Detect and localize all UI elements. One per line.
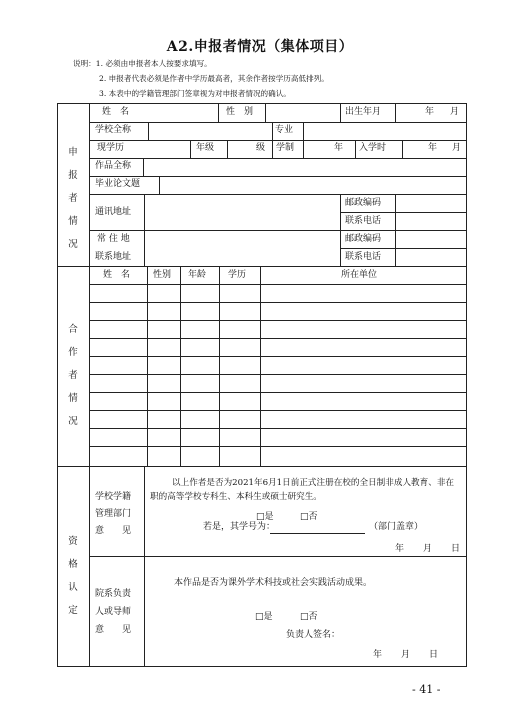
coauthor-header-age: 年龄 bbox=[188, 270, 207, 280]
dean-date-day: 日 bbox=[429, 650, 439, 660]
coauthor-header-gender: 性别 bbox=[153, 270, 172, 280]
note-1: 说明：1. 必须由申报者本人按要求填写。 bbox=[73, 59, 212, 68]
label-major: 专业 bbox=[275, 125, 294, 135]
dept-label-2: 管理部门 bbox=[95, 509, 132, 519]
dean-statement: 本作品是否为课外学术科技或社会实践活动成果。 bbox=[174, 578, 373, 588]
dean-date-year: 年 bbox=[373, 650, 383, 660]
label-name: 姓 名 bbox=[102, 107, 130, 117]
label-enroll-month: 月 bbox=[452, 143, 462, 153]
dept-label-3: 意 见 bbox=[95, 526, 132, 536]
label-duration: 学制 bbox=[276, 143, 295, 153]
label-enroll-year: 年 bbox=[428, 143, 438, 153]
label-gender: 性 别 bbox=[226, 107, 254, 117]
student-id-label: 若是，其学号为： bbox=[203, 522, 276, 532]
section-qualification-label: 资格认定 bbox=[68, 536, 78, 616]
dean-label-2: 人或导师 bbox=[95, 607, 132, 617]
dean-date-month: 月 bbox=[401, 650, 411, 660]
dept-yes-option[interactable]: □是 bbox=[256, 512, 274, 522]
label-phone-2: 联系电话 bbox=[345, 252, 382, 262]
signature-label: 负责人签名： bbox=[286, 630, 341, 640]
label-work: 作品全称 bbox=[95, 161, 132, 171]
note-2: 2. 申报者代表必须是作者中学历最高者，其余作者按学历高低排列。 bbox=[99, 74, 329, 83]
dept-date-day: 日 bbox=[451, 544, 461, 554]
label-duration-unit: 年 bbox=[334, 143, 344, 153]
dean-no-option[interactable]: □否 bbox=[300, 612, 318, 622]
dean-label-3: 意 见 bbox=[95, 625, 132, 635]
section-applicant-label: 申报者情况 bbox=[68, 147, 78, 250]
dept-date-month: 月 bbox=[423, 544, 433, 554]
stamp-label: （部门盖章） bbox=[369, 522, 424, 532]
label-thesis: 毕业论文题 bbox=[95, 179, 141, 189]
dept-label-1: 学校学籍 bbox=[95, 492, 132, 502]
label-postcode-2: 邮政编码 bbox=[345, 234, 382, 244]
label-birth-month: 月 bbox=[450, 107, 460, 117]
dept-statement: 以上作者是否为2021年6月1日前正式注册在校的全日制非成人教育、非在职的高等学校专科生、本科生或硕士研究生。 bbox=[150, 478, 455, 502]
coauthor-header-name: 姓 名 bbox=[103, 270, 131, 280]
dept-no-option[interactable]: □否 bbox=[300, 512, 318, 522]
student-id-underline[interactable] bbox=[270, 533, 365, 534]
label-phone: 联系电话 bbox=[345, 216, 382, 226]
label-birth-year: 年 bbox=[425, 107, 435, 117]
page-number: - 41 - bbox=[412, 683, 441, 696]
label-address: 通讯地址 bbox=[95, 207, 132, 217]
label-home-line2: 联系地址 bbox=[95, 252, 132, 262]
label-postcode: 邮政编码 bbox=[345, 198, 382, 208]
page-title: A2.申报者情况（集体项目） bbox=[166, 39, 354, 55]
note-3: 3. 本表中的学籍管理部门签章视为对申报者情况的确认。 bbox=[99, 89, 291, 98]
dean-label-1: 院系负责 bbox=[95, 589, 132, 599]
dept-date-year: 年 bbox=[395, 544, 405, 554]
coauthor-header-education: 学历 bbox=[228, 270, 247, 280]
label-home-line1: 常 住 地 bbox=[97, 234, 130, 244]
dean-yes-option[interactable]: □是 bbox=[255, 612, 273, 622]
label-grade: 年级 bbox=[196, 143, 215, 153]
coauthor-header-unit: 所在单位 bbox=[341, 270, 378, 280]
label-grade-unit: 级 bbox=[256, 143, 266, 153]
label-school: 学校全称 bbox=[95, 125, 132, 135]
section-coauthors-label: 合作者情况 bbox=[68, 324, 78, 427]
label-birth: 出生年月 bbox=[345, 107, 382, 117]
label-enroll: 入学时 bbox=[359, 143, 387, 153]
label-education: 现学历 bbox=[97, 143, 125, 153]
